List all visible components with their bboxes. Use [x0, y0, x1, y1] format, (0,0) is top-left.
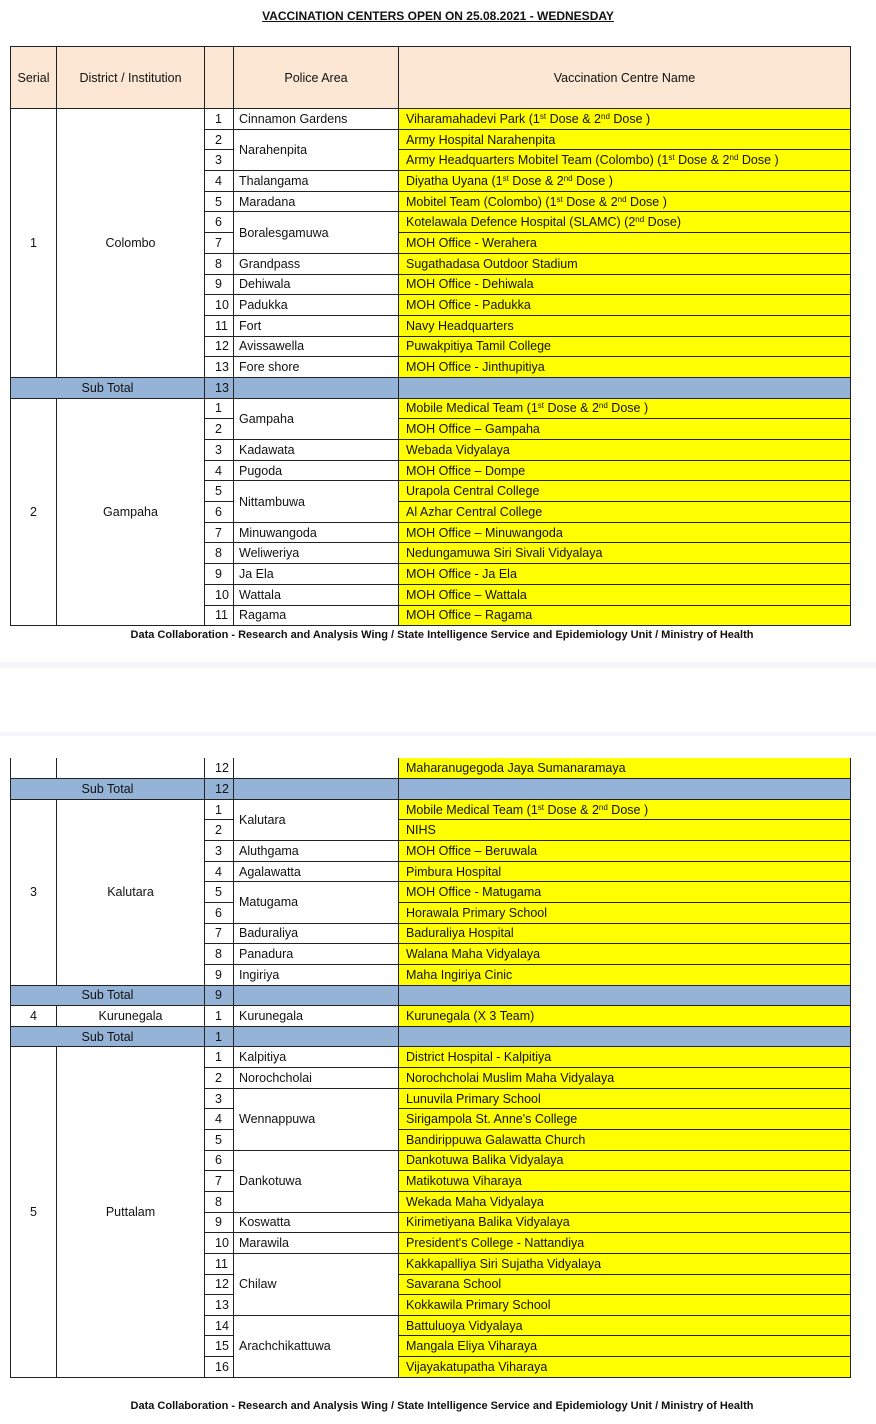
police-area-cell: Thalangama [234, 171, 399, 192]
police-area-cell: Arachchikattuwa [234, 1315, 399, 1377]
header-district: District / Institution [57, 47, 205, 109]
police-area-cell: Padukka [234, 295, 399, 316]
row-number: 3 [205, 1088, 234, 1109]
subtotal-value: 9 [205, 985, 234, 1006]
subtotal-label: Sub Total [11, 779, 205, 800]
centre-cell: MOH Office – Wattala [399, 584, 851, 605]
centre-cell: District Hospital - Kalpitiya [399, 1047, 851, 1068]
police-area-cell: Cinnamon Gardens [234, 109, 399, 130]
row-number: 1 [205, 1006, 234, 1027]
row-number: 9 [205, 564, 234, 585]
row-number: 15 [205, 1336, 234, 1357]
police-area-cell: Dankotuwa [234, 1150, 399, 1212]
row-number: 13 [205, 1295, 234, 1316]
row-number: 1 [205, 398, 234, 419]
centre-cell: Kirimetiyana Balika Vidyalaya [399, 1212, 851, 1233]
centre-cell: Sugathadasa Outdoor Stadium [399, 253, 851, 274]
centre-cell: Kotelawala Defence Hospital (SLAMC) (2nd Dose) [399, 212, 851, 233]
row-number: 5 [205, 481, 234, 502]
district-cell: Kurunegala [57, 1006, 205, 1027]
centre-cell: MOH Office – Gampaha [399, 419, 851, 440]
police-area-cell: Pugoda [234, 460, 399, 481]
centre-cell: Webada Vidyalaya [399, 440, 851, 461]
centre-cell: Wekada Maha Vidyalaya [399, 1191, 851, 1212]
centre-cell: Puwakpitiya Tamil College [399, 336, 851, 357]
police-area-cell: Aluthgama [234, 841, 399, 862]
row-number: 10 [205, 1233, 234, 1254]
police-area-cell: Koswatta [234, 1212, 399, 1233]
row-number: 2 [205, 820, 234, 841]
row-number: 1 [205, 1047, 234, 1068]
row-number: 7 [205, 923, 234, 944]
police-area-cell: Minuwangoda [234, 522, 399, 543]
police-area-cell: Kadawata [234, 440, 399, 461]
row-number: 12 [205, 1274, 234, 1295]
row-number: 6 [205, 1150, 234, 1171]
subtotal-empty [234, 1026, 399, 1047]
police-area-cell [234, 758, 399, 779]
table-row [11, 1047, 851, 1068]
police-area-cell: Narahenpita [234, 129, 399, 170]
row-number: 8 [205, 944, 234, 965]
police-area-cell: Kalutara [234, 799, 399, 840]
row-number: 7 [205, 522, 234, 543]
police-area-cell: Marawila [234, 1233, 399, 1254]
row-number: 6 [205, 502, 234, 523]
district-cell: Colombo [57, 109, 205, 378]
subtotal-row [11, 1026, 851, 1047]
centre-cell: Al Azhar Central College [399, 502, 851, 523]
centre-cell: Mobile Medical Team (1st Dose & 2nd Dose ) [399, 398, 851, 419]
subtotal-value: 13 [205, 377, 234, 398]
centre-cell: MOH Office - Ja Ela [399, 564, 851, 585]
centre-cell: Vijayakatupatha Viharaya [399, 1357, 851, 1378]
row-number: 10 [205, 584, 234, 605]
police-area-cell: Ja Ela [234, 564, 399, 585]
police-area-cell: Matugama [234, 882, 399, 923]
row-number: 9 [205, 274, 234, 295]
row-number: 7 [205, 1171, 234, 1192]
subtotal-label: Sub Total [11, 985, 205, 1006]
row-number: 3 [205, 150, 234, 171]
row-number: 4 [205, 861, 234, 882]
police-area-cell: Avissawella [234, 336, 399, 357]
row-number: 11 [205, 1253, 234, 1274]
police-area-cell: Nittambuwa [234, 481, 399, 522]
serial-cell: 4 [11, 1006, 57, 1027]
centre-cell: MOH Office - Jinthupitiya [399, 357, 851, 378]
centre-cell: Mobile Medical Team (1st Dose & 2nd Dose ) [399, 799, 851, 820]
police-area-cell: Fort [234, 315, 399, 336]
row-number: 2 [205, 1068, 234, 1089]
row-number: 12 [205, 758, 234, 779]
row-number: 3 [205, 841, 234, 862]
subtotal-empty [234, 779, 399, 800]
row-number: 2 [205, 129, 234, 150]
footer-credit-page-2: Data Collaboration - Research and Analysis Wing / State Intelligence Service and Epidemiology Unit / Ministry of Health [130, 1400, 754, 1412]
centre-cell: Savarana School [399, 1274, 851, 1295]
centre-cell: Pimbura Hospital [399, 861, 851, 882]
centre-cell: Army Hospital Narahenpita [399, 129, 851, 150]
serial-cell: 5 [11, 1047, 57, 1377]
police-area-cell: Wattala [234, 584, 399, 605]
row-number: 9 [205, 964, 234, 985]
row-number: 4 [205, 1109, 234, 1130]
header-serial: Serial [11, 47, 57, 109]
serial-cell: 1 [11, 109, 57, 378]
centre-cell: Nedungamuwa Siri Sivali Vidyalaya [399, 543, 851, 564]
centre-cell: Battuluoya Vidyalaya [399, 1315, 851, 1336]
header-police-area: Police Area [234, 47, 399, 109]
vaccination-table-page-1 [10, 46, 851, 626]
row-number: 9 [205, 1212, 234, 1233]
page-title: VACCINATION CENTERS OPEN ON 25.08.2021 - WEDNESDAY [262, 9, 614, 23]
row-number: 10 [205, 295, 234, 316]
row-number: 3 [205, 440, 234, 461]
centre-cell: Norochcholai Muslim Maha Vidyalaya [399, 1068, 851, 1089]
subtotal-label: Sub Total [11, 1026, 205, 1047]
police-area-cell: Maradana [234, 191, 399, 212]
subtotal-value: 1 [205, 1026, 234, 1047]
centre-cell: MOH Office – Minuwangoda [399, 522, 851, 543]
serial-cell: 3 [11, 799, 57, 985]
row-number: 4 [205, 460, 234, 481]
centre-cell: Bandirippuwa Galawatta Church [399, 1130, 851, 1151]
row-number: 5 [205, 882, 234, 903]
centre-cell: Kakkapalliya Siri Sujatha Vidyalaya [399, 1253, 851, 1274]
centre-cell: MOH Office – Ragama [399, 605, 851, 626]
police-area-cell: Kalpitiya [234, 1047, 399, 1068]
vaccination-table-page-2 [10, 758, 851, 1378]
centre-cell: Lunuvila Primary School [399, 1088, 851, 1109]
police-area-cell: Fore shore [234, 357, 399, 378]
header-centre-name: Vaccination Centre Name [399, 47, 851, 109]
table-row [11, 758, 851, 779]
subtotal-empty [234, 377, 399, 398]
subtotal-empty [234, 985, 399, 1006]
district-cell: Kalutara [57, 799, 205, 985]
row-number: 11 [205, 315, 234, 336]
police-area-cell: Chilaw [234, 1253, 399, 1315]
police-area-cell: Kurunegala [234, 1006, 399, 1027]
police-area-cell: Ragama [234, 605, 399, 626]
police-area-cell: Dehiwala [234, 274, 399, 295]
centre-cell: MOH Office - Matugama [399, 882, 851, 903]
subtotal-empty [399, 779, 851, 800]
table-row [11, 799, 851, 820]
subtotal-value: 12 [205, 779, 234, 800]
subtotal-empty [399, 377, 851, 398]
centre-cell: NIHS [399, 820, 851, 841]
subtotal-row [11, 377, 851, 398]
row-number: 12 [205, 336, 234, 357]
centre-cell: Mangala Eliya Viharaya [399, 1336, 851, 1357]
row-number: 8 [205, 543, 234, 564]
row-number: 14 [205, 1315, 234, 1336]
centre-cell: Maharanugegoda Jaya Sumanaramaya [399, 758, 851, 779]
footer-credit-page-1: Data Collaboration - Research and Analysis Wing / State Intelligence Service and Epidemiology Unit / Ministry of Health [130, 629, 754, 641]
row-number: 16 [205, 1357, 234, 1378]
table-row [11, 398, 851, 419]
row-number: 2 [205, 419, 234, 440]
centre-cell: Viharamahadevi Park (1st Dose & 2nd Dose ) [399, 109, 851, 130]
serial-cell [11, 758, 57, 779]
centre-cell: Diyatha Uyana (1st Dose & 2nd Dose ) [399, 171, 851, 192]
police-area-cell: Baduraliya [234, 923, 399, 944]
row-number: 5 [205, 1130, 234, 1151]
police-area-cell: Agalawatta [234, 861, 399, 882]
row-number: 1 [205, 799, 234, 820]
police-area-cell: Panadura [234, 944, 399, 965]
subtotal-label: Sub Total [11, 377, 205, 398]
centre-cell: MOH Office - Dehiwala [399, 274, 851, 295]
page-separator [0, 732, 876, 736]
row-number: 11 [205, 605, 234, 626]
centre-cell: President's College - Nattandiya [399, 1233, 851, 1254]
table-header-row [11, 47, 851, 109]
district-cell: Gampaha [57, 398, 205, 626]
centre-cell: MOH Office - Padukka [399, 295, 851, 316]
centre-cell: Kurunegala (X 3 Team) [399, 1006, 851, 1027]
row-number: 8 [205, 253, 234, 274]
centre-cell: Matikotuwa Viharaya [399, 1171, 851, 1192]
district-cell [57, 758, 205, 779]
centre-cell: MOH Office - Werahera [399, 233, 851, 254]
police-area-cell: Gampaha [234, 398, 399, 439]
police-area-cell: Norochcholai [234, 1068, 399, 1089]
centre-cell: Navy Headquarters [399, 315, 851, 336]
centre-cell: Sirigampola St. Anne's College [399, 1109, 851, 1130]
centre-cell: Maha Ingiriya Cinic [399, 964, 851, 985]
row-number: 8 [205, 1191, 234, 1212]
district-cell: Puttalam [57, 1047, 205, 1377]
centre-cell: MOH Office – Dompe [399, 460, 851, 481]
police-area-cell: Ingiriya [234, 964, 399, 985]
table-row [11, 1006, 851, 1027]
centre-cell: Army Headquarters Mobitel Team (Colombo) (1st Dose & 2nd Dose ) [399, 150, 851, 171]
centre-cell: Horawala Primary School [399, 902, 851, 923]
police-area-cell: Wennappuwa [234, 1088, 399, 1150]
row-number: 7 [205, 233, 234, 254]
centre-cell: Kokkawila Primary School [399, 1295, 851, 1316]
centre-cell: Urapola Central College [399, 481, 851, 502]
centre-cell: Mobitel Team (Colombo) (1st Dose & 2nd Dose ) [399, 191, 851, 212]
subtotal-row [11, 779, 851, 800]
centre-cell: Walana Maha Vidyalaya [399, 944, 851, 965]
row-number: 6 [205, 212, 234, 233]
row-number: 4 [205, 171, 234, 192]
row-number: 5 [205, 191, 234, 212]
subtotal-empty [399, 985, 851, 1006]
police-area-cell: Boralesgamuwa [234, 212, 399, 253]
serial-cell: 2 [11, 398, 57, 626]
table-row [11, 109, 851, 130]
row-number: 13 [205, 357, 234, 378]
header-number [205, 47, 234, 109]
row-number: 1 [205, 109, 234, 130]
row-number: 6 [205, 902, 234, 923]
police-area-cell: Weliweriya [234, 543, 399, 564]
centre-cell: Baduraliya Hospital [399, 923, 851, 944]
centre-cell: Dankotuwa Balika Vidyalaya [399, 1150, 851, 1171]
page-separator [0, 662, 876, 668]
subtotal-empty [399, 1026, 851, 1047]
centre-cell: MOH Office – Beruwala [399, 841, 851, 862]
police-area-cell: Grandpass [234, 253, 399, 274]
subtotal-row [11, 985, 851, 1006]
